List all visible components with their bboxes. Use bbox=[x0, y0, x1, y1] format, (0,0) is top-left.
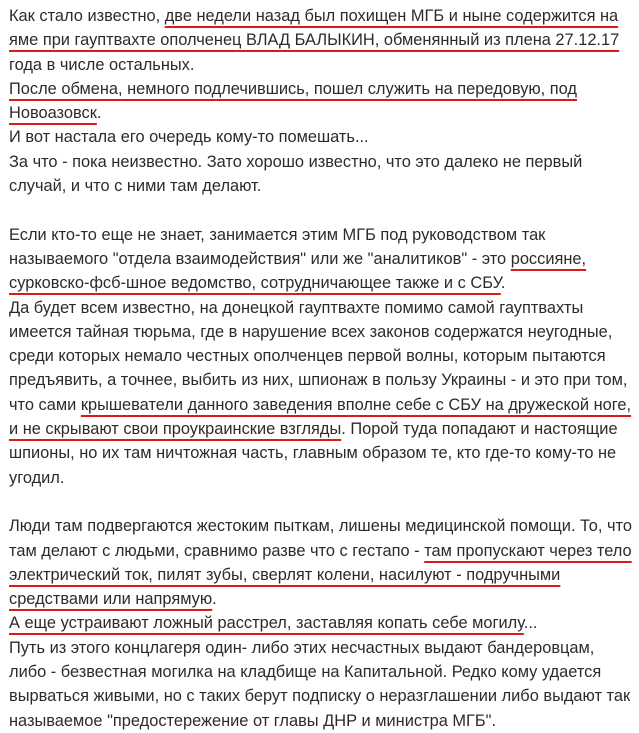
text-segment: Если кто-то еще не знает, занимается этим МГБ под руководством так называемого "отдела взаимодействия" или же "аналитиков" - это bbox=[9, 225, 546, 268]
text-segment: . Порой туда попадают и настоящие шпионы, но их там ничтожная часть, главным образом те, кто где-то кому-то не угодил. bbox=[9, 420, 618, 487]
paragraph-reason-unknown bbox=[9, 150, 635, 199]
text-segment: . bbox=[212, 590, 217, 609]
text-segment: За что - пока неизвестно. Зато хорошо известно, что это далеко не первый случай, и что с ними там делают. bbox=[9, 152, 583, 196]
text-segment: И вот настала его очередь кому-то помешать... bbox=[9, 128, 369, 147]
paragraph-mgb-department bbox=[9, 223, 635, 296]
text-segment: . bbox=[500, 274, 506, 293]
text-segment: Как стало известно, bbox=[9, 7, 165, 25]
highlighted-text: две недели назад был похищен МГБ и ныне содержится на яме при гауптвахте ополченец ВЛАД БАЛЫКИН, обменянный из плена 27.12.17 bbox=[9, 7, 620, 50]
highlighted-text: россияне, сурковско-фсб-шное ведомство, сотрудничающее также и с СБУ bbox=[9, 249, 587, 293]
paragraph-torture bbox=[9, 514, 635, 611]
paragraph-way-out bbox=[9, 636, 635, 733]
paragraph-gap bbox=[9, 198, 635, 222]
paragraph-secret-prison bbox=[9, 296, 635, 490]
text-segment: ... bbox=[523, 614, 538, 633]
text-segment: Путь из этого концлагеря один- либо этих несчастных выдают бандеровцам, либо - безвестная могилка на кладбище на Капитальной. Редко кому удается вырваться живыми, но с таких берут подписку о неразглашении либо выдают так называемое "предостережение от главы ДНР и министра МГБ". bbox=[9, 638, 631, 730]
text-segment: . bbox=[96, 104, 102, 123]
text-segment: года в числе остальных. bbox=[9, 55, 195, 74]
highlighted-text: После обмена, немного подлечившись, пошел служить на передовую, под Новоазовск bbox=[9, 79, 577, 123]
paragraph-gap bbox=[9, 490, 635, 514]
paragraph-mock-execution bbox=[9, 611, 635, 635]
highlighted-text: крышеватели данного заведения вполне себе с СБУ на дружеской ноге, и не скрывают свои проукраинские взгляды bbox=[9, 395, 632, 439]
paragraph-abduction bbox=[9, 4, 635, 77]
highlighted-text: там пропускают через тело электрический ток, пилят зубы, сверлят колени, насилуют - подручными средствами или напрямую bbox=[9, 541, 632, 609]
post-text bbox=[9, 4, 635, 733]
highlighted-text: А еще устраивают ложный расстрел, заставляя копать себе могилу bbox=[9, 614, 524, 633]
text-segment: Да будет всем известно, на донецкой гауптвахте помимо самой гауптвахты имеется тайная тюрьма, где в нарушение всех законов содержатся неугодные, среди которых немало честных ополченцев первой волны, которым пытаются предъявить, а точнее, выбить из них, шпионаж в пользу Украины - и это при том, что сами bbox=[9, 298, 628, 414]
text-segment: Люди там подвергаются жестоким пыткам, лишены медицинской помощи. То, что там делают с людьми, сравнимо разве что с гестапо - bbox=[9, 517, 632, 560]
paragraph-his-turn bbox=[9, 125, 635, 149]
paragraph-after-exchange bbox=[9, 77, 635, 126]
